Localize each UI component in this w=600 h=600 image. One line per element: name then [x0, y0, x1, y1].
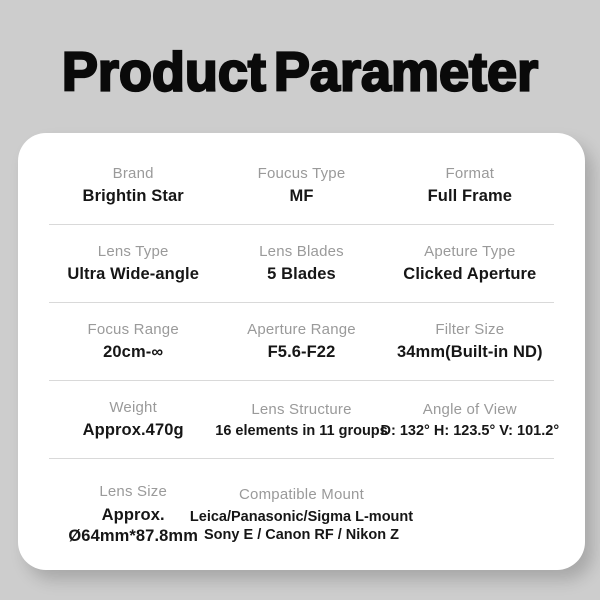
spec-cell-empty — [386, 483, 554, 546]
spec-label-lens-size: Lens Size — [99, 483, 167, 501]
spec-value-compatible-mount — [190, 508, 413, 544]
spec-label-filter-size: Filter Size — [435, 321, 505, 338]
spec-value-angle-of-view: D: 132° H: 123.5° V: 101.2° — [380, 422, 560, 439]
spec-label-compatible-mount: Compatible Mount — [239, 485, 364, 503]
spec-value-lens-structure: 16 elements in 11 groups — [215, 422, 388, 439]
spec-value-lens-size-line2: Ø64mm*87.8mm — [68, 527, 198, 545]
spec-cell-lens-blades — [217, 243, 385, 284]
spec-cell-filter-size — [386, 321, 554, 362]
spec-value-aperture-type: Clicked Aperture — [403, 265, 537, 283]
spec-cell-focus-type — [217, 165, 385, 206]
spec-cell-brand — [49, 165, 217, 206]
spec-label-lens-blades: Lens Blades — [259, 243, 344, 260]
spec-row-1 — [49, 147, 554, 225]
spec-value-compatible-mount-line2: Sony E / Canon RF / Nikon Z — [204, 527, 399, 543]
spec-cell-angle-of-view — [380, 399, 560, 440]
spec-value-weight: Approx.470g — [82, 421, 184, 439]
spec-cell-format — [386, 165, 554, 206]
spec-value-compatible-mount-line1: Leica/Panasonic/Sigma L-mount — [189, 508, 414, 525]
spec-value-brand: Brightin Star — [82, 187, 184, 205]
spec-row-4 — [49, 381, 560, 459]
spec-label-brand: Brand — [112, 165, 154, 182]
spec-label-weight: Weight — [109, 399, 157, 416]
spec-row-5 — [49, 459, 554, 571]
spec-row-3 — [49, 303, 554, 381]
page-title: Product Parameter — [61, 41, 539, 103]
spec-row-2 — [49, 225, 554, 303]
spec-cell-aperture-type — [386, 243, 554, 284]
spec-label-format: Format — [445, 165, 495, 182]
spec-label-lens-structure: Lens Structure — [251, 400, 352, 418]
spec-cell-lens-type — [49, 243, 217, 284]
product-parameter-card — [18, 133, 585, 570]
spec-cell-weight — [49, 399, 217, 440]
spec-label-angle-of-view: Angle of View — [422, 400, 517, 418]
spec-cell-compatible-mount — [189, 483, 414, 546]
spec-value-format: Full Frame — [427, 187, 513, 205]
spec-value-lens-blades: 5 Blades — [267, 265, 336, 283]
spec-cell-aperture-range — [217, 321, 385, 362]
spec-value-lens-size — [68, 505, 198, 546]
spec-label-focus-range: Focus Range — [87, 321, 179, 338]
spec-value-filter-size: 34mm(Built-in ND) — [397, 343, 543, 361]
spec-value-lens-type: Ultra Wide-angle — [67, 265, 199, 283]
spec-value-focus-range: 20cm-∞ — [103, 343, 164, 361]
spec-label-aperture-type: Apeture Type — [424, 243, 516, 260]
spec-cell-lens-structure — [215, 399, 388, 440]
spec-label-lens-type: Lens Type — [97, 243, 169, 260]
spec-cell-focus-range — [49, 321, 217, 362]
spec-value-aperture-range: F5.6-F22 — [267, 343, 336, 361]
spec-label-aperture-range: Aperture Range — [247, 321, 356, 338]
spec-value-focus-type: MF — [289, 187, 314, 205]
spec-label-focus-type: Foucus Type — [257, 165, 346, 182]
spec-value-lens-size-line1: Approx. — [101, 506, 165, 525]
